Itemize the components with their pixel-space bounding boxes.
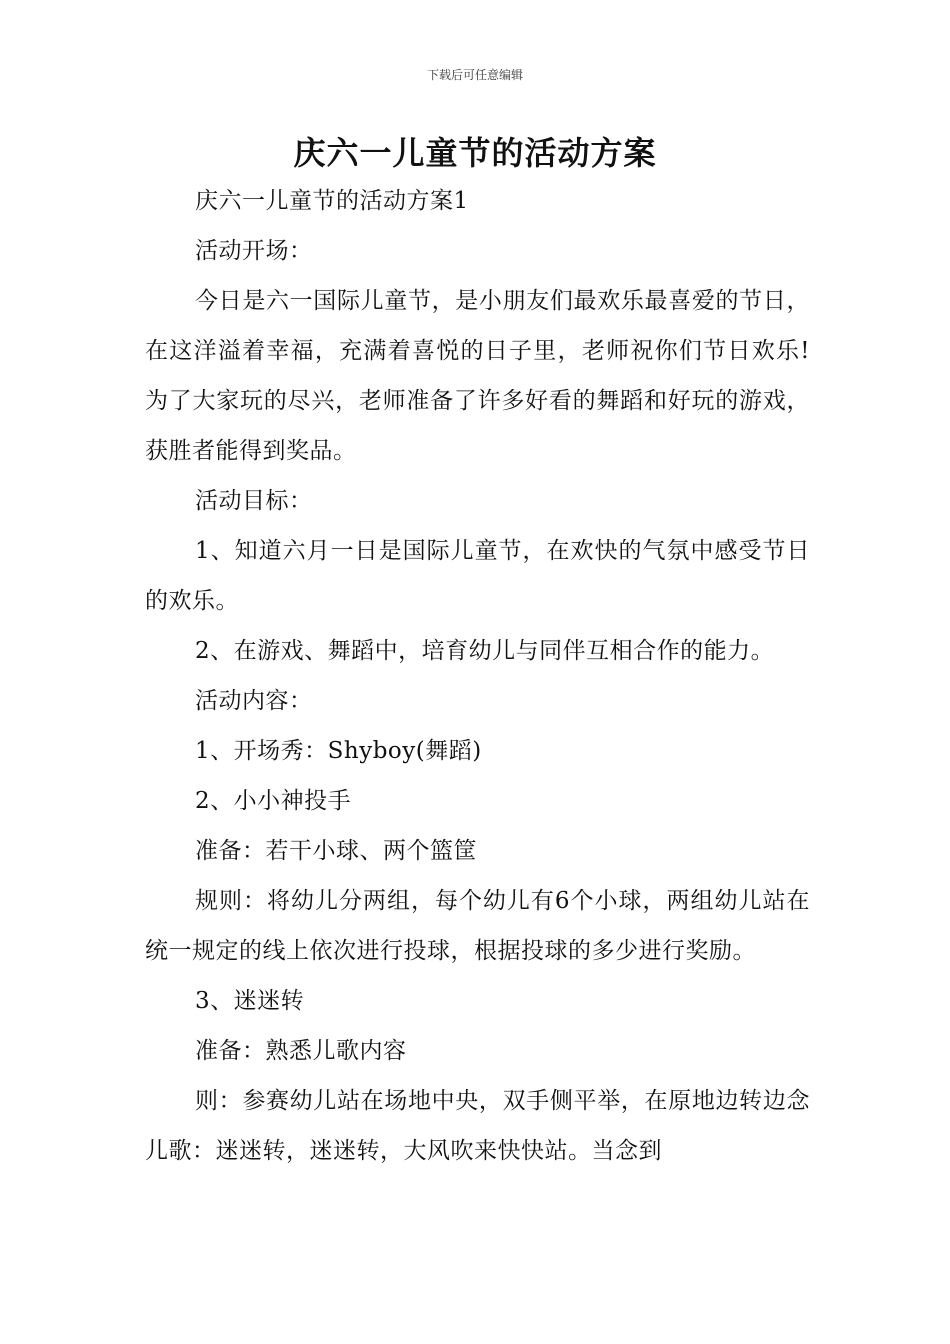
paragraph: 1、开场秀：Shyboy(舞蹈) <box>195 738 482 764</box>
paragraph: 活动内容： <box>195 688 313 714</box>
document-title: 庆六一儿童节的活动方案 <box>293 134 657 172</box>
paragraph: 规则：将幼儿分两组，每个幼儿有6个小球，两组幼儿站在统一规定的线上依次进行投球，根据投球的多少进行奖励。 <box>145 888 810 964</box>
document-body <box>145 176 810 1176</box>
paragraph: 2、小小神投手 <box>195 788 352 814</box>
paragraph: 准备：熟悉儿歌内容 <box>195 1038 407 1064</box>
paragraph: 1、知道六月一日是国际儿童节，在欢快的气氛中感受节日的欢乐。 <box>145 538 810 614</box>
paragraph: 2、在游戏、舞蹈中，培育幼儿与同伴互相合作的能力。 <box>195 638 775 664</box>
paragraph: 则：参赛幼儿站在场地中央，双手侧平举，在原地边转边念儿歌：迷迷转，迷迷转，大风吹来快快站。当念到 <box>145 1088 810 1164</box>
paragraph: 3、迷迷转 <box>195 988 305 1014</box>
paragraph: 庆六一儿童节的活动方案1 <box>195 188 469 214</box>
paragraph: 活动目标： <box>195 488 313 514</box>
paragraph: 活动开场： <box>195 238 313 264</box>
header-note: 下载后可任意编辑 <box>426 68 523 82</box>
paragraph: 准备：若干小球、两个篮筐 <box>195 838 477 864</box>
paragraph: 今日是六一国际儿童节，是小朋友们最欢乐最喜爱的节日，在这洋溢着幸福，充满着喜悦的日子里，老师祝你们节日欢乐!为了大家玩的尽兴，老师准备了许多好看的舞蹈和好玩的游戏，获胜者能得到奖品。 <box>145 288 810 464</box>
